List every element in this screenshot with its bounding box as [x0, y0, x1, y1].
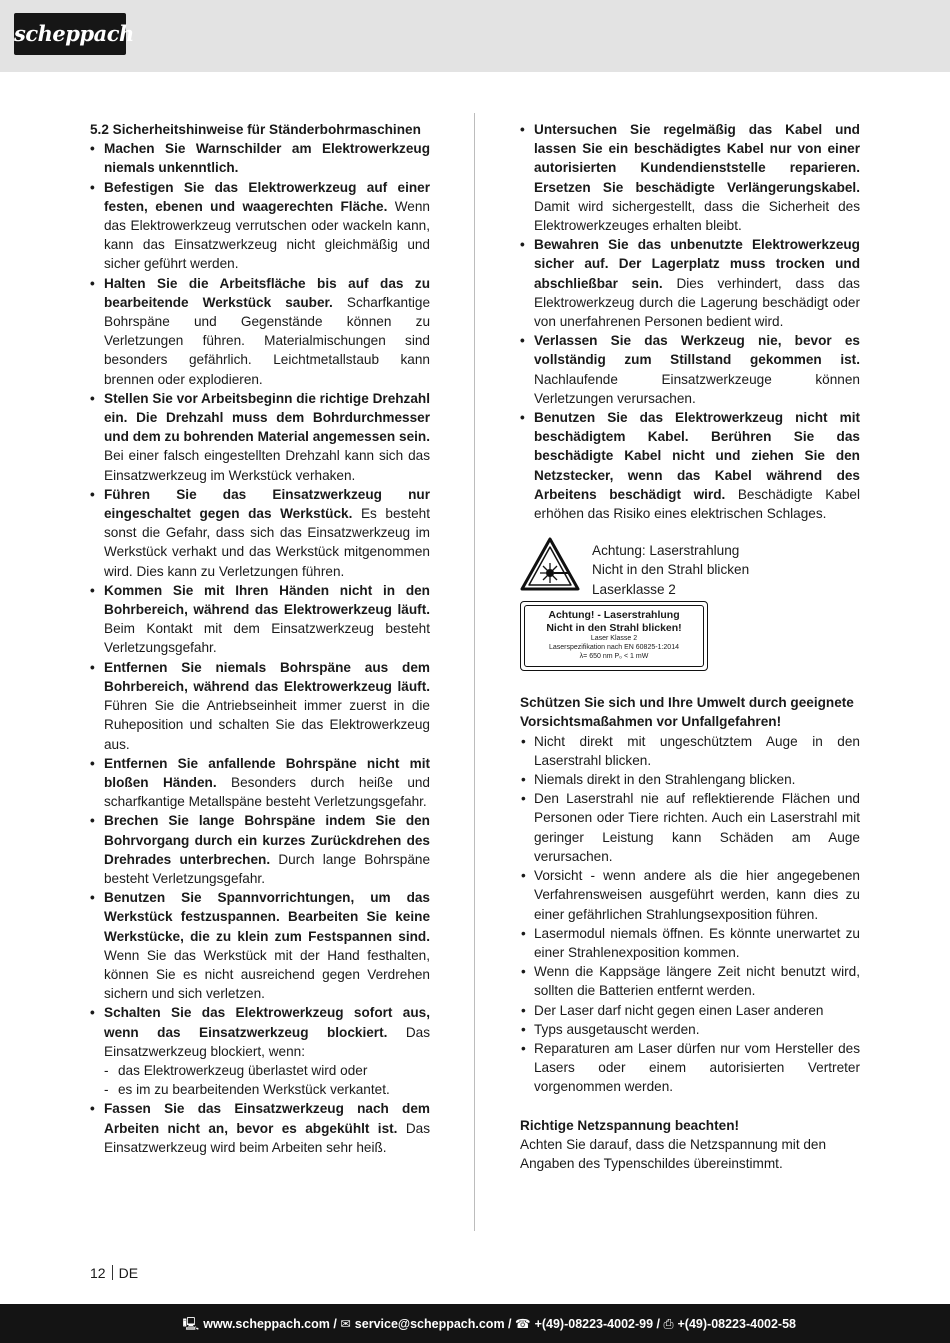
page-number [90, 1265, 138, 1281]
list-item: • Reparaturen am Laser dürfen nur vom Hersteller des Lasers oder einem autorisierten Vertreter vorgenommen werden. [520, 1039, 860, 1097]
computer-icon: 🖳 [182, 1317, 200, 1331]
laser-caption-line: Achtung: Laserstrahlung [592, 543, 740, 559]
list-item: • Kommen Sie mit Ihren Händen nicht in den Bohrbereich, während das Elektrowerkzeug läuft. Beim Kontakt mit dem Einsatzwerkzeug besteht Verletzungsgefahr. [90, 581, 430, 658]
section-title: 5.2 Sicherheitshinweise für Ständerbohrmaschinen [90, 122, 421, 137]
list-item: • Verlassen Sie das Werkzeug nie, bevor es vollständig zum Stillstand gekommen ist. Nachlaufende Einsatzwerkzeuge können Verletzungen verursachen. [520, 331, 860, 408]
list-item: • Brechen Sie lange Bohrspäne indem Sie den Bohrvorgang durch ein kurzes Zurückdrehen des Drehrades unterbrechen. Durch lange Bohrspäne besteht Verletzungsgefahr. [90, 811, 430, 888]
footer-bar [0, 1304, 950, 1343]
laser-warning-icon [520, 537, 580, 591]
protect-heading: Schützen Sie sich und Ihre Umwelt durch geeignete Vorsichtsmaßahmen vor Unfallgefahren! [520, 695, 854, 730]
laser-caption-line: Laserklasse 2 [592, 581, 676, 597]
phone-icon: ☎ [514, 1317, 531, 1331]
list-item: • Entfernen Sie niemals Bohrspäne aus dem Bohrbereich, während das Elektrowerkzeug läuft. Führen Sie die Antriebseinheit immer zuerst in die Ruheposition und schalten Sie das Elektrowerkzeug aus. [90, 658, 430, 754]
list-item: • Führen Sie das Einsatzwerkzeug nur eingeschaltet gegen das Werkstück. Es besteht sonst die Gefahr, dass sich das Einsatzwerkzeug im Werkstück verhakt und das Werkstück mitgenommen wird. Dies kann zu Verletzungen führen. [90, 485, 430, 581]
list-item: • Halten Sie die Arbeitsfläche bis auf das zu bearbeitende Werkstück sauber. Scharfkantige Bohrspäne und Gegenstände können zu Verletzungen führen. Materialmischungen sind besonders gefährlich. Leichtmetallstaub kann brennen oder explodieren. [90, 274, 430, 389]
list-item: • Lasermodul niemals öffnen. Es könnte unerwartet zu einer Strahlenexposition kommen. [520, 924, 860, 962]
footer-contact: 🖳 www.scheppach.com / ✉ service@scheppach.com / ☎ +(49)-08223-4002-99 / ⎙ +(49)-08223-4002-58 [182, 1317, 796, 1331]
laser-safety-list [520, 732, 860, 1097]
list-item: • Den Laserstrahl nie auf reflektierende Flächen und Personen oder Tiere richten. Auch ein Laserstrahl mit geringer Leistung kann Schäden am Auge verursachen. [520, 789, 860, 866]
list-item: • Benutzen Sie Spannvorrichtungen, um das Werkstück festzuspannen. Bearbeiten Sie keine Werkstücke, die zu klein zum Festspannen sind. Wenn Sie das Werkstück mit der Hand festhalten, können Sie es nicht ausreichend gegen Verdrehen sichern und sich verletzen. [90, 888, 430, 1003]
right-column [520, 120, 860, 1173]
laser-label-line: Laserspezifikation nach EN 60825-1:2014 [549, 644, 679, 652]
safety-list-right [520, 120, 860, 523]
list-item: • Niemals direkt in den Strahlengang blicken. [520, 770, 860, 789]
page-language: DE [118, 1265, 139, 1281]
laser-label [520, 601, 708, 671]
list-item: • Untersuchen Sie regelmäßig das Kabel und lassen Sie ein beschädigtes Kabel nur von einer autorisierten Kundendienststelle reparieren. Ersetzen Sie beschädigte Verlängerungskabel. Damit wird sichergestellt, dass die Sicherheit des Elektrowerkzeuges erhalten bleibt. [520, 120, 860, 235]
safety-list-left-end [90, 1099, 430, 1157]
laser-caption-line: Nicht in den Strahl blicken [592, 562, 750, 578]
list-item: • Machen Sie Warnschilder am Elektrowerkzeug niemals unkenntlich. [90, 139, 430, 177]
voltage-heading: Richtige Netzspannung beachten! [520, 1117, 740, 1133]
header-band [0, 0, 950, 72]
list-item: • Der Laser darf nicht gegen einen Laser anderen [520, 1001, 860, 1020]
footer-fax: +(49)-08223-4002-58 [677, 1317, 796, 1331]
laser-caption [592, 541, 749, 599]
list-item: • Befestigen Sie das Elektrowerkzeug auf einer festen, ebenen und waagerechten Fläche. Wenn das Elektrowerkzeug verrutschen oder wackeln kann, kann das Einsatzwerkzeug nicht gleichmäßig und sicher geführt werden. [90, 178, 430, 274]
voltage-text: Achten Sie darauf, dass die Netzspannung mit den Angaben des Typenschildes übereinstimmt. [520, 1136, 827, 1171]
list-item: • Wenn die Kappsäge längere Zeit nicht benutzt wird, sollten die Batterien entfernt werden. [520, 962, 860, 1000]
scheppach-logo: scheppach [14, 13, 126, 55]
laser-label-line: Laser Klasse 2 [590, 635, 638, 643]
laser-label-line: λ= 650 nm P₀ < 1 mW [579, 653, 649, 661]
footer-email[interactable]: service@scheppach.com [354, 1317, 505, 1331]
list-item: • Entfernen Sie anfallende Bohrspäne nicht mit bloßen Händen. Besonders durch heiße und scharfkantige Metallspäne besteht Verletzungsgefahr. [90, 754, 430, 812]
column-divider [474, 113, 475, 1231]
laser-label-line: Nicht in den Strahl blicken! [546, 621, 682, 634]
footer-website[interactable]: www.scheppach.com [203, 1317, 330, 1331]
page-separator [112, 1265, 113, 1280]
list-item: • Bewahren Sie das unbenutzte Elektrowerkzeug sicher auf. Der Lagerplatz muss trocken und abschließbar sein. Dies verhindert, dass das Elektrowerkzeug durch die Lagerung beschädigt oder von unerfahrenen Personen bedient wird. [520, 235, 860, 331]
list-item: • Schalten Sie das Elektrowerkzeug sofort aus, wenn das Einsatzwerkzeug blockiert. Das Einsatzwerkzeug blockiert, wenn: [90, 1003, 430, 1061]
list-item: • Nicht direkt mit ungeschütztem Auge in den Laserstrahl blicken. [520, 732, 860, 770]
list-item: • Typs ausgetauscht werden. [520, 1020, 860, 1039]
laser-warning-block [520, 533, 860, 693]
email-icon: ✉ [340, 1317, 351, 1331]
page-number-value: 12 [90, 1265, 106, 1281]
sub-list-item: - es im zu bearbeitenden Werkstück verkantet. [90, 1080, 430, 1099]
list-item: • Vorsicht - wenn andere als die hier angegebenen Verfahrensweisen ausgeführt werden, kann dies zu einer gefährlichen Strahlungsexposition führen. [520, 866, 860, 924]
safety-list-left [90, 139, 430, 1061]
list-item: • Fassen Sie das Einsatzwerkzeug nach dem Arbeiten nicht an, bevor es abgekühlt ist. Das Einsatzwerkzeug wird beim Arbeiten sehr heiß. [90, 1099, 430, 1157]
list-item: • Benutzen Sie das Elektrowerkzeug nicht mit beschädigtem Kabel. Berühren Sie das beschädigte Kabel nicht und ziehen Sie den Netzstecker, wenn das Kabel während des Arbeitens beschädigt wird. Beschädigte Kabel erhöhen das Risiko eines elektrischen Schlages. [520, 408, 860, 523]
fax-icon: ⎙ [663, 1317, 674, 1331]
list-item: • Stellen Sie vor Arbeitsbeginn die richtige Drehzahl ein. Die Drehzahl muss dem Bohrdurchmesser und dem zu bohrenden Material angemessen sein. Bei einer falsch eingestellten Drehzahl kann sich das Einsatzwerkzeug im Werkstück verhaken. [90, 389, 430, 485]
laser-label-line: Achtung! - Laserstrahlung [548, 609, 680, 622]
sub-list [90, 1061, 430, 1099]
laser-label-inner [524, 605, 704, 667]
sub-list-item: - das Elektrowerkzeug überlastet wird oder [90, 1061, 430, 1080]
left-column [90, 120, 430, 1157]
footer-phone: +(49)-08223-4002-99 [534, 1317, 654, 1331]
